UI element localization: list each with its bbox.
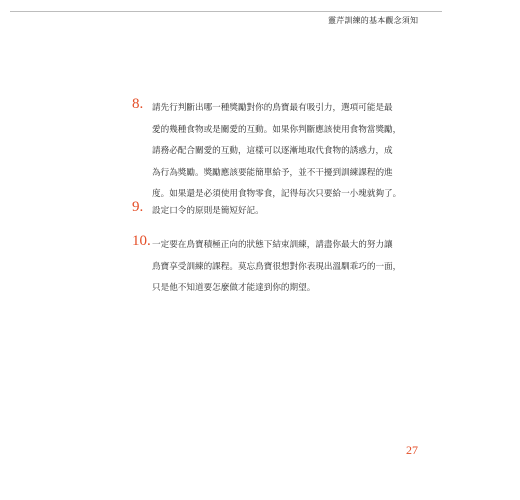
- item-text: [152, 201, 428, 223]
- running-header-title: 靈芹訓練的基本觀念須知: [328, 16, 419, 25]
- item-text-line: 設定口令的原則是簡短好記。: [152, 206, 264, 216]
- page-number: 27: [406, 443, 418, 457]
- item-text-line: 一定要在鳥寶積極正向的狀態下結束訓練，請盡你最大的努力讓: [152, 240, 393, 250]
- item-number: 10.: [132, 233, 151, 249]
- item-text-line: 只是他不知道要怎麼做才能達到你的期望。: [152, 283, 316, 293]
- item-number: 8.: [132, 96, 144, 112]
- item-text-line: 為行為獎勵。獎勵應該要能簡單給予，並不干擾到訓練課程的進: [152, 167, 393, 178]
- header-rule: [10, 11, 442, 12]
- item-text-line: 愛的幾種食物或是關愛的互動。如果你判斷應該使用食物當獎勵，: [152, 124, 402, 135]
- item-text: [152, 235, 428, 300]
- item-text-line: 請先行判斷出哪一種獎勵對你的鳥寶最有吸引力，選項可能是最: [152, 103, 393, 113]
- item-text-line: 鳥寶享受訓練的課程。莫忘鳥寶很想對你表現出溫馴乖巧的一面，: [152, 261, 402, 272]
- item-text: [152, 98, 428, 206]
- item-text-line: 度。如果還是必須使用食物零食，記得每次只要給一小塊就夠了。: [152, 189, 402, 199]
- item-text-line: 請務必配合關愛的互動，這樣可以逐漸地取代食物的誘惑力，成: [152, 146, 393, 156]
- item-number: 9.: [132, 199, 144, 215]
